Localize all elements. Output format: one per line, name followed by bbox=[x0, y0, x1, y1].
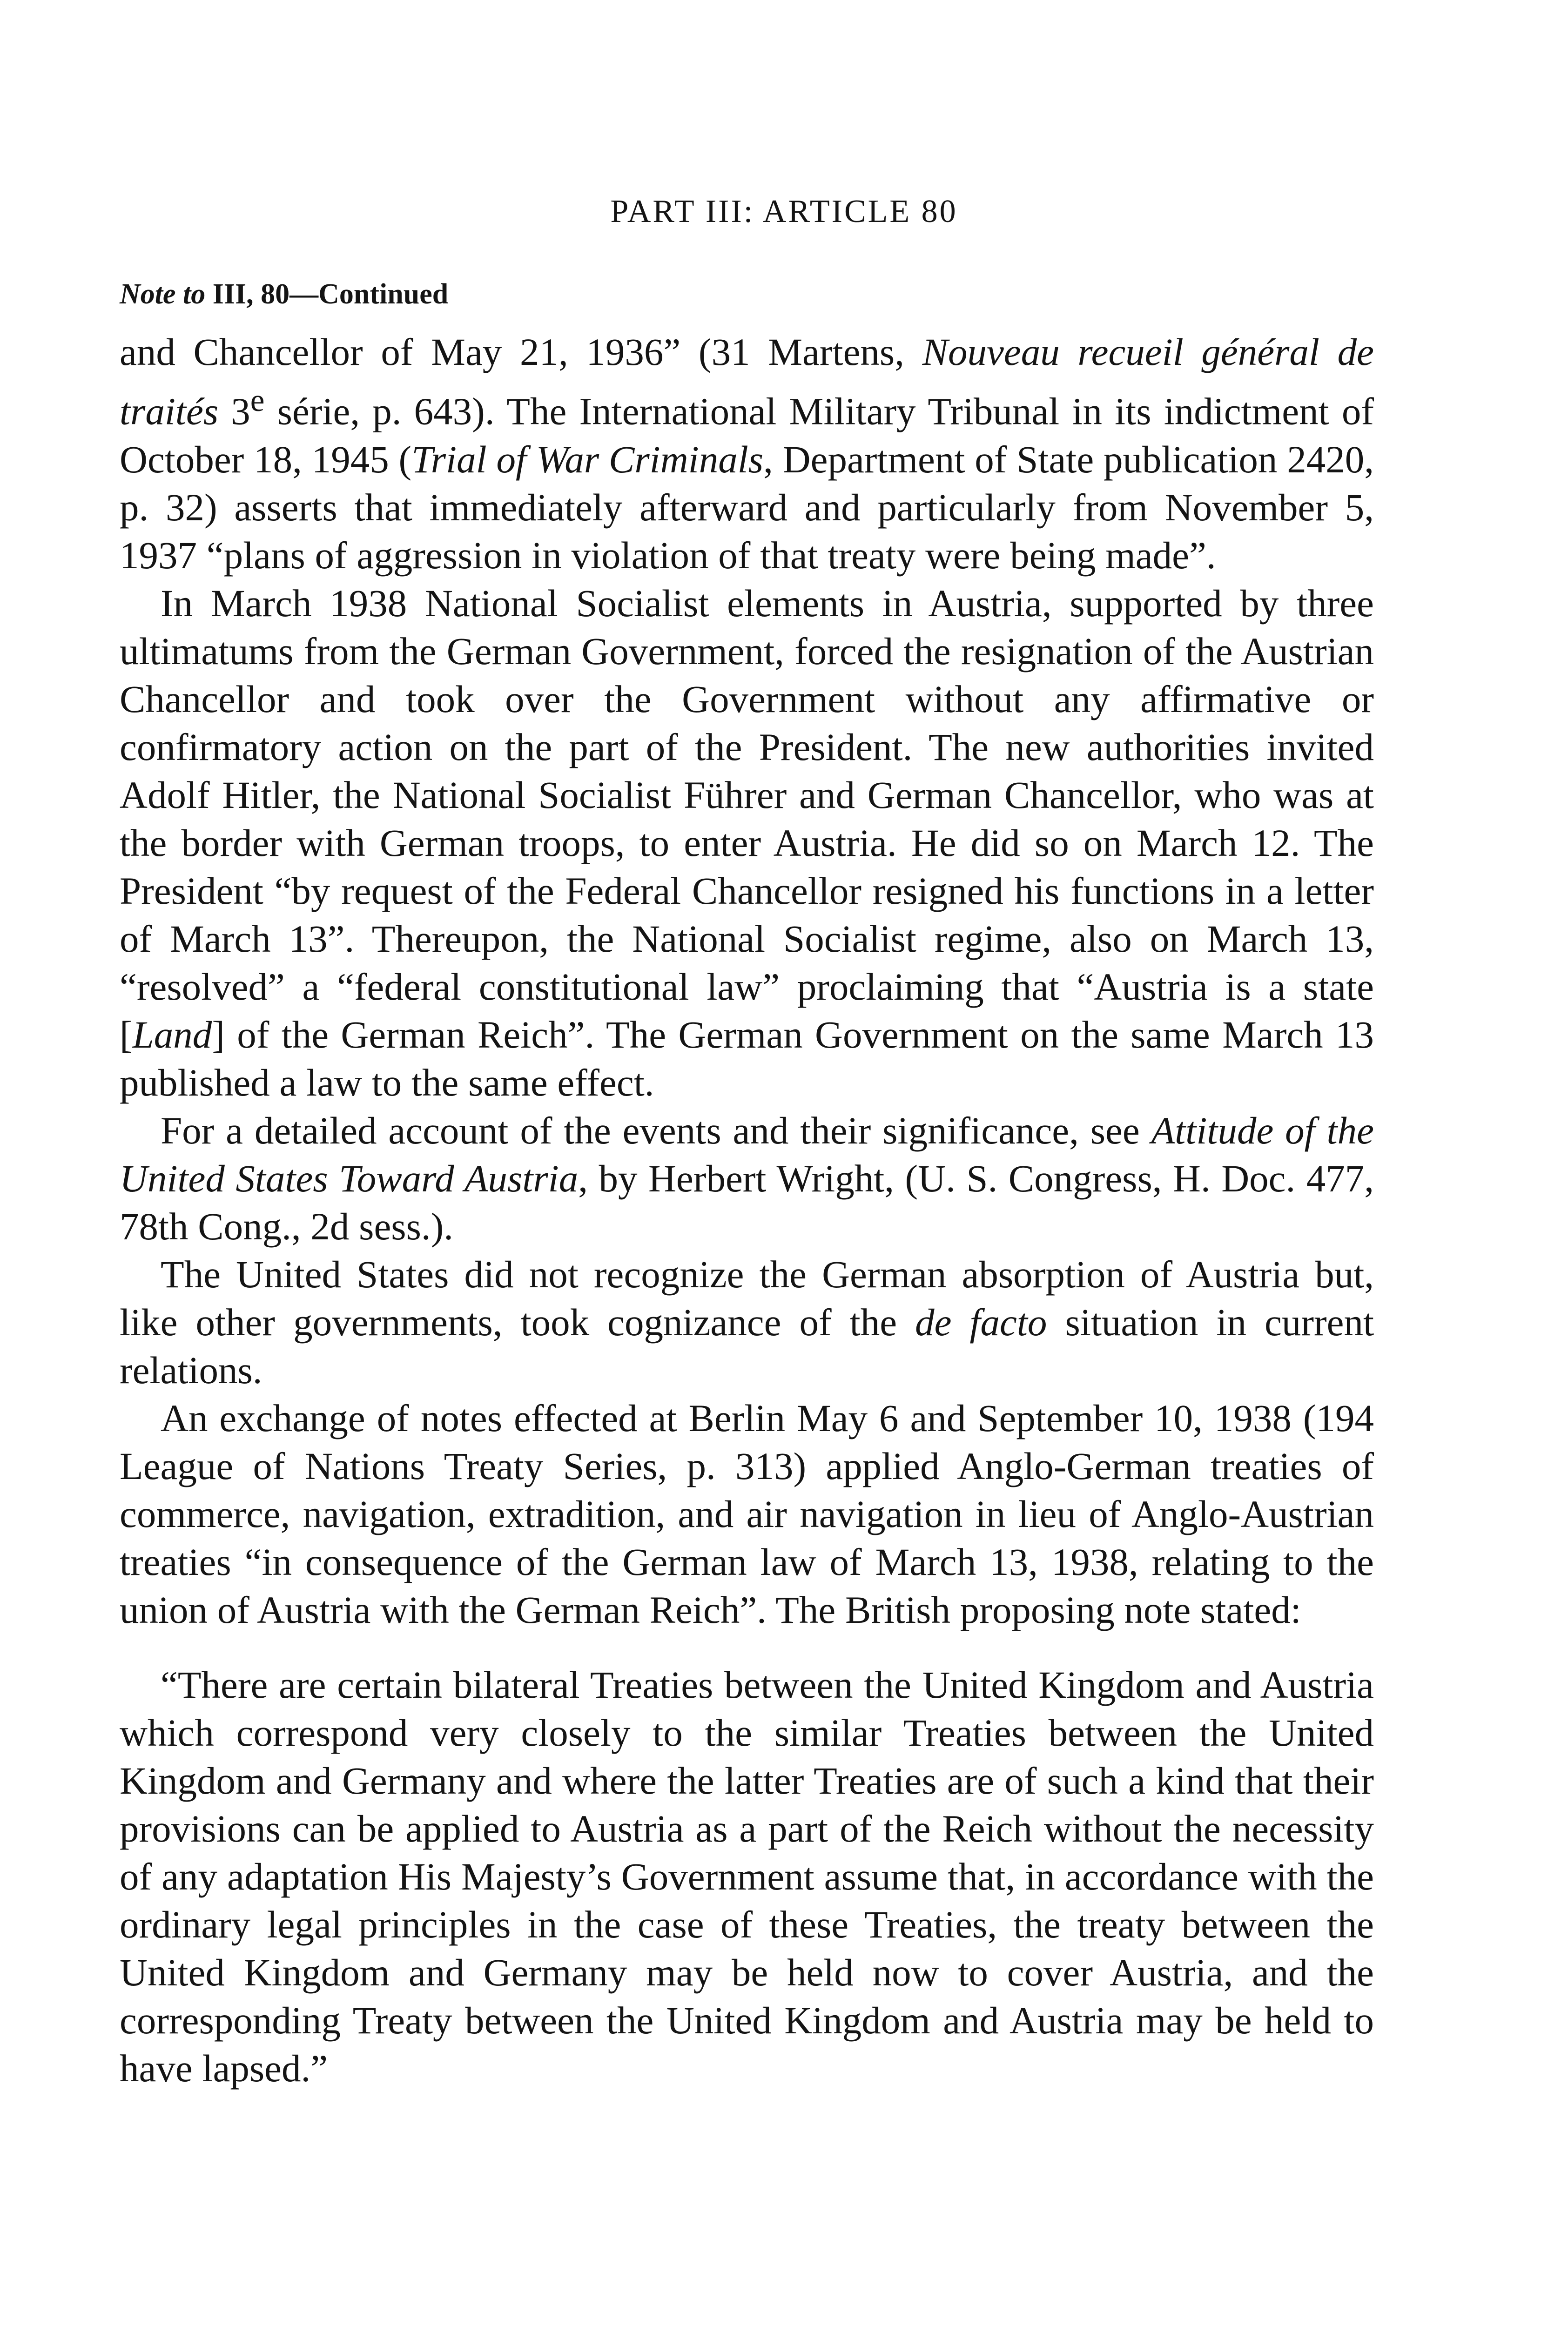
block-quote: “There are certain bilateral Treaties between the United Kingdom and Austria which correspond very closely to the similar Treaties between the United Kingdom and Germany and where the latter Treaties are of such a kind that their provisions can be applied to Austria as a part of the Reich without the necessity of any adaptation His Majesty’s Government assume that, in accordance with the ordinary legal principles in the case of these Treaties, the treaty between the United Kingdom and Germany may be held now to cover Austria, and the corresponding Treaty between the United Kingdom and Austria may be held to have lapsed.” bbox=[120, 1663, 1374, 2090]
body-text bbox=[120, 328, 1374, 2092]
text-run: For a detailed account of the events and their significance, see bbox=[161, 1109, 1151, 1152]
text-run: ] of the German Reich”. The German Government on the same March 13 published a law to the same effect. bbox=[120, 1013, 1374, 1104]
text-run: situation in current relations. bbox=[120, 1300, 1374, 1392]
text-run: série, p. 643). The International Military Tribunal in its indictment of October 18, 1945 ( bbox=[120, 390, 1374, 481]
italic-term: Land bbox=[132, 1013, 212, 1056]
superscript: e bbox=[250, 382, 265, 418]
paragraph-detailed-account bbox=[120, 1107, 1374, 1251]
paragraph-exchange-of-notes bbox=[120, 1394, 1374, 1634]
paragraph-recognition bbox=[120, 1251, 1374, 1394]
paragraph-continued bbox=[120, 328, 1374, 579]
italic-title: Attitude of the United States Toward Austria bbox=[120, 1109, 1374, 1200]
text-run: 3 bbox=[218, 390, 250, 433]
text-run: The United States did not recognize the German absorption of Austria but, like other governments, took cognizance of the bbox=[120, 1252, 1374, 1344]
note-heading-prefix: Note to bbox=[120, 278, 206, 310]
note-heading-ref: III, 80—Continued bbox=[212, 278, 449, 310]
paragraph-march-1938 bbox=[120, 579, 1374, 1107]
text-run: In March 1938 National Socialist elements in Austria, supported by three ultimatums from the German Government, forced the resignation of the Austrian Chancellor and took over the Government without any affirmative or confirmatory action on the part of the President. The new authorities invited Adolf Hitler, the National Socialist Führer and German Chancellor, who was at the border with German troops, to enter Austria. He did so on March 12. The President “by request of the Federal Chancellor resigned his functions in a letter of March 13”. Thereupon, the National Socialist regime, also on March 13, “resolved” a “federal constitutional law” proclaiming that “Austria is a state [ bbox=[120, 581, 1374, 1056]
note-heading bbox=[120, 278, 448, 311]
italic-term: de facto bbox=[915, 1300, 1047, 1344]
text-run: and Chancellor of May 21, 1936” (31 Martens, bbox=[120, 330, 922, 373]
text-run: An exchange of notes effected at Berlin May 6 and September 10, 1938 (194 League of Nations Treaty Series, p. 313) applied Anglo-German treaties of commerce, navigation, extradition, and air navigation in lieu of Anglo-Austrian treaties “in consequence of the German law of March 13, 1938, relating to the union of Austria with the German Reich”. The British proposing note stated: bbox=[120, 1396, 1374, 1631]
running-head: PART III: ARTICLE 80 bbox=[610, 194, 958, 229]
italic-title: Nouveau recueil général de traités bbox=[120, 330, 1374, 433]
text-run: , by Herbert Wright, (U. S. Congress, H. Doc. 477, 78th Cong., 2d sess.). bbox=[120, 1157, 1374, 1248]
text-run: , Department of State publication 2420, p. 32) asserts that immediately afterward and particularly from November 5, 1937 “plans of aggression in violation of that treaty were being made”. bbox=[120, 437, 1374, 577]
italic-title: Trial of War Criminals bbox=[411, 437, 764, 481]
